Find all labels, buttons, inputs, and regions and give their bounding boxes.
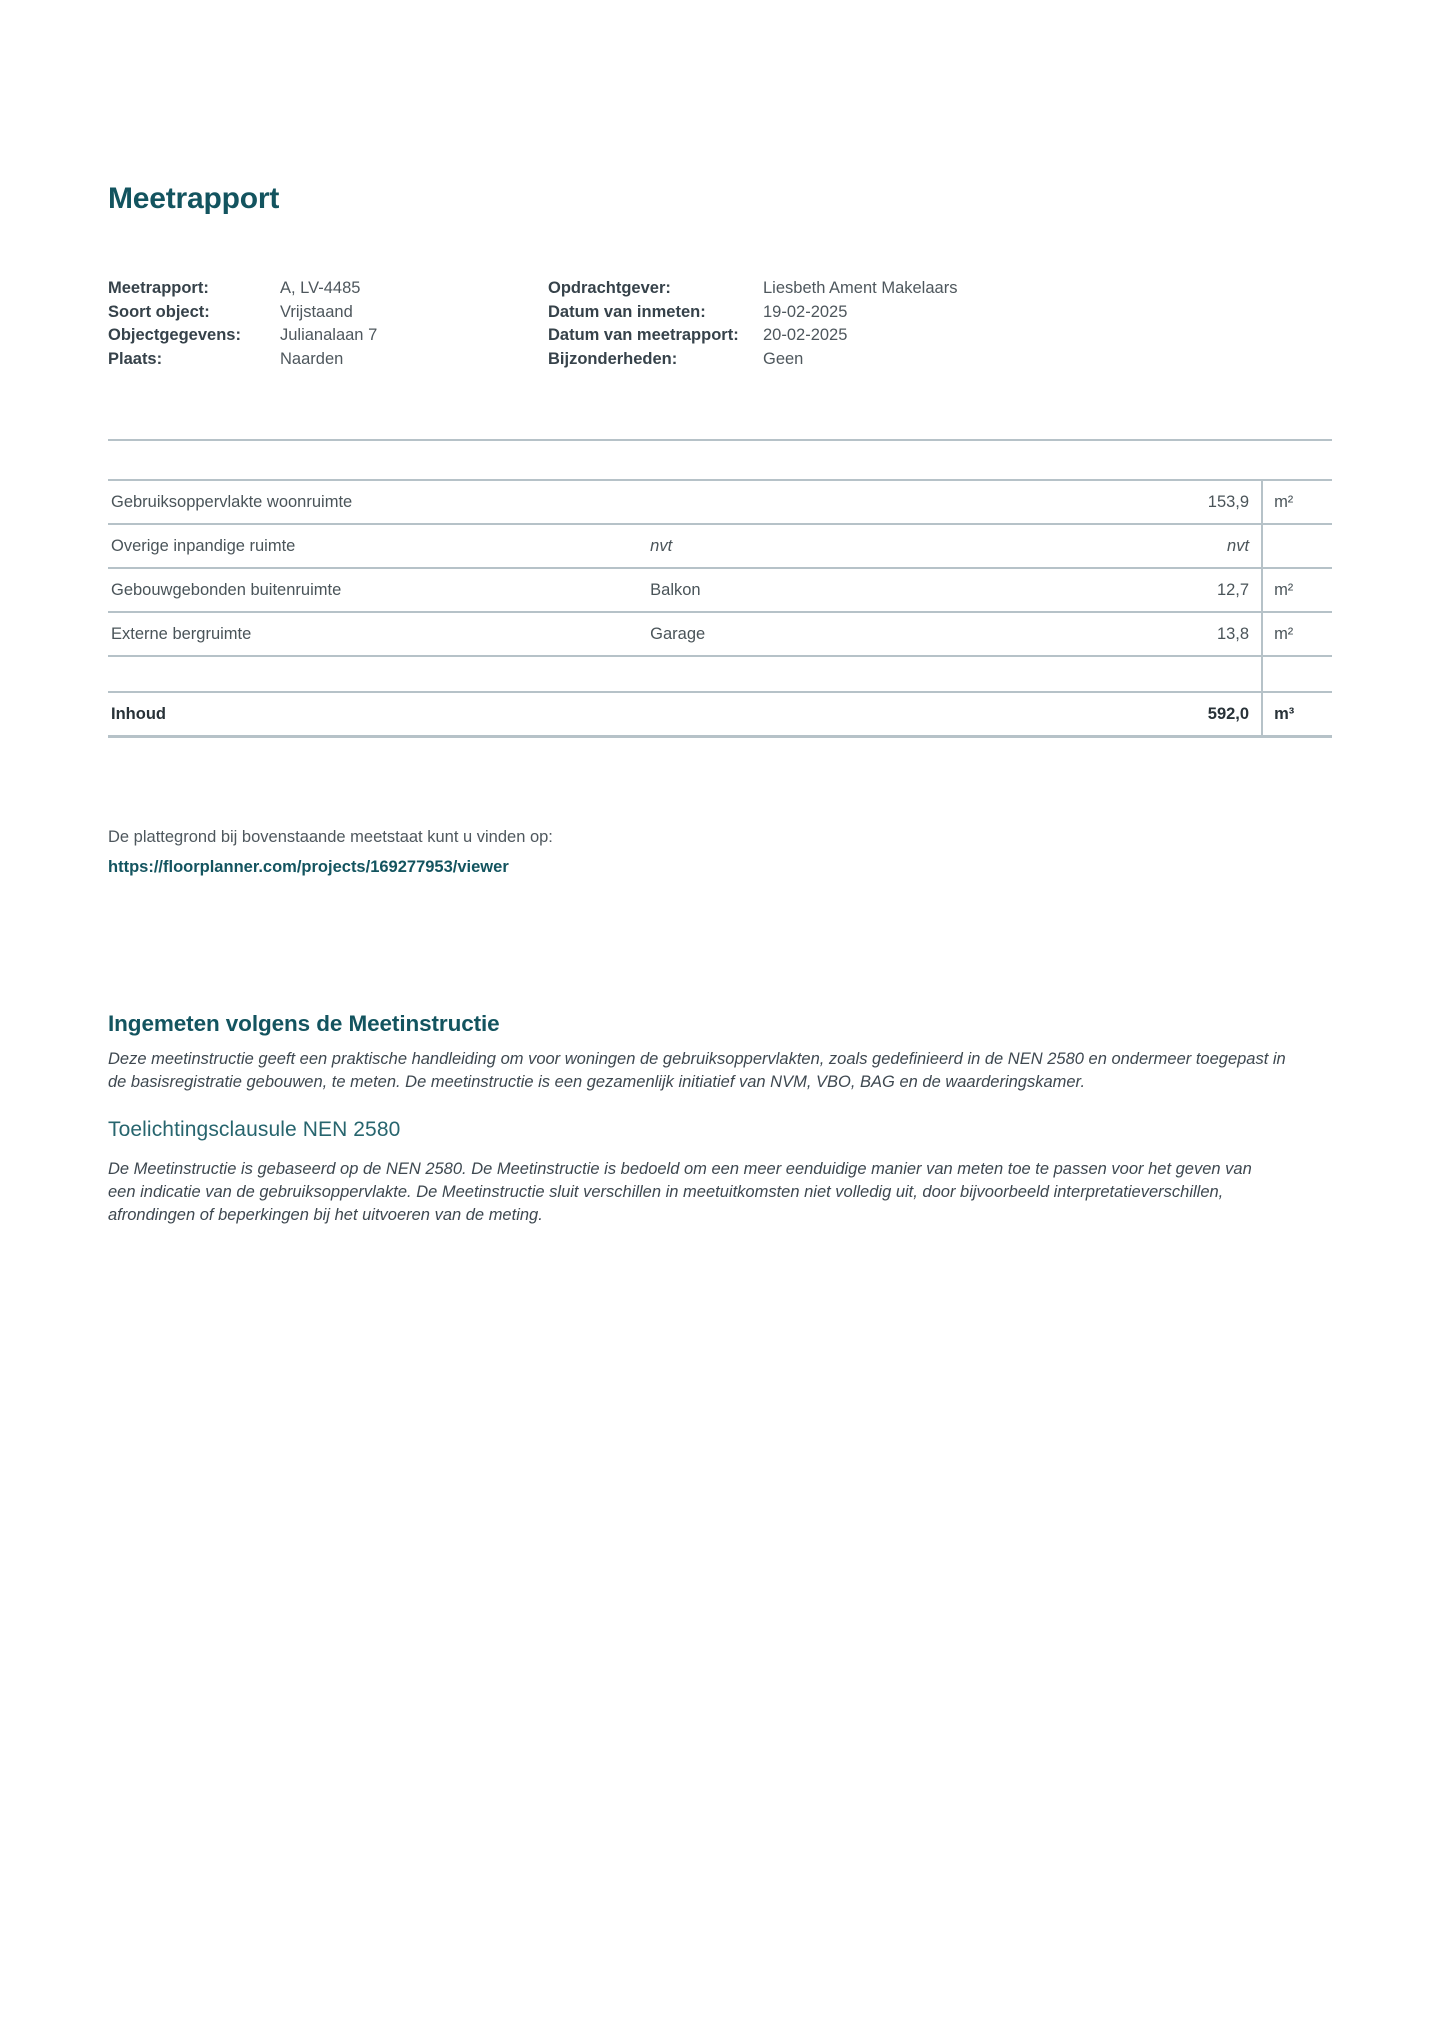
metadata-label: Plaats:	[108, 349, 163, 368]
table-total-row	[108, 692, 1332, 737]
row-description: nvt	[650, 524, 1019, 568]
metadata-value: A, LV-4485	[280, 279, 361, 297]
total-value: 592,0	[1019, 692, 1262, 737]
metadata-labels-right	[548, 277, 763, 371]
row-value: 13,8	[1019, 612, 1262, 656]
report-metadata	[108, 277, 1332, 371]
row-label: Externe bergruimte	[108, 612, 650, 656]
page-content	[108, 0, 1332, 1227]
metadata-values-left	[280, 277, 377, 371]
row-description: Garage	[650, 612, 1019, 656]
metadata-column-left	[108, 277, 548, 371]
floorplan-block	[108, 824, 1332, 881]
total-label: Inhoud	[108, 692, 650, 737]
page-title: Meetrapport	[108, 182, 280, 215]
table-row	[108, 568, 1332, 612]
table-row	[108, 612, 1332, 656]
instruction-subheading: Toelichtingsclausule NEN 2580	[108, 1118, 401, 1141]
metadata-column-right	[548, 277, 957, 371]
metadata-value: Julianalaan 7	[280, 326, 378, 344]
row-value: nvt	[1019, 524, 1262, 568]
instruction-heading: Ingemeten volgens de Meetinstructie	[108, 1011, 500, 1036]
metadata-label: Objectgegevens:	[108, 326, 241, 344]
row-unit	[1262, 524, 1332, 568]
floorplan-intro-text: De plattegrond bij bovenstaande meetstaat kunt u vinden op:	[108, 828, 553, 846]
metadata-label: Datum van meetrapport:	[548, 326, 739, 344]
metadata-label: Datum van inmeten:	[548, 302, 706, 321]
metadata-value: 19-02-2025	[763, 302, 848, 321]
row-value: 12,7	[1019, 568, 1262, 612]
row-value: 153,9	[1019, 480, 1262, 524]
row-unit: m²	[1262, 480, 1332, 524]
metadata-value: Geen	[763, 349, 804, 368]
table-bottom-rule	[108, 737, 1332, 739]
metadata-labels-left	[108, 277, 280, 371]
metadata-values-right	[763, 277, 957, 371]
row-unit: m²	[1262, 568, 1332, 612]
total-description	[650, 692, 1019, 737]
table-row	[108, 480, 1332, 524]
metadata-value: Liesbeth Ament Makelaars	[763, 279, 958, 297]
metadata-value: Naarden	[280, 349, 344, 368]
row-label: Overige inpandige ruimte	[108, 524, 650, 568]
measurement-table	[108, 439, 1332, 738]
measurement-instruction-section	[108, 1011, 1332, 1227]
metadata-label: Opdrachtgever:	[548, 279, 671, 297]
metadata-value: 20-02-2025	[763, 326, 848, 344]
row-unit: m²	[1262, 612, 1332, 656]
row-label: Gebruiksoppervlakte woonruimte	[108, 480, 650, 524]
row-description: Balkon	[650, 568, 1019, 612]
table-row	[108, 524, 1332, 568]
metadata-label: Meetrapport:	[108, 279, 209, 297]
instruction-clause-paragraph: De Meetinstructie is gebaseerd op de NEN 2580. De Meetinstructie is bedoeld om een meer eenduidige manier van meten toe te passen voor het geven van een indicatie van de gebruiksoppervlakte. De Meetinstructie sluit verschillen in meetuitkomsten niet volledig uit, door bijvoorbeeld interpretatieverschillen, afrondingen of beperkingen bij het uitvoeren van de meting.	[108, 1160, 1252, 1224]
instruction-intro-paragraph: Deze meetinstructie geeft een praktische handleiding om voor woningen de gebruiksoppervlakten, zoals gedefinieerd in de NEN 2580 en ondermeer toegepast in de basisregistratie gebouwen, te meten. De meetinstructie is een gezamenlijk initiatief van NVM, VBO, BAG en de waarderingskamer.	[108, 1050, 1286, 1091]
row-description	[650, 480, 1019, 524]
metadata-label: Soort object:	[108, 302, 210, 321]
row-label: Gebouwgebonden buitenruimte	[108, 568, 650, 612]
measurement-table-wrapper	[108, 439, 1332, 738]
table-top-rule	[108, 440, 1332, 480]
floorplan-viewer-link[interactable]: https://floorplanner.com/projects/169277953/viewer	[108, 858, 509, 876]
total-unit: m³	[1262, 692, 1332, 737]
metadata-label: Bijzonderheden:	[548, 349, 678, 368]
metadata-value: Vrijstaand	[280, 302, 353, 321]
table-spacer-row	[108, 656, 1332, 692]
